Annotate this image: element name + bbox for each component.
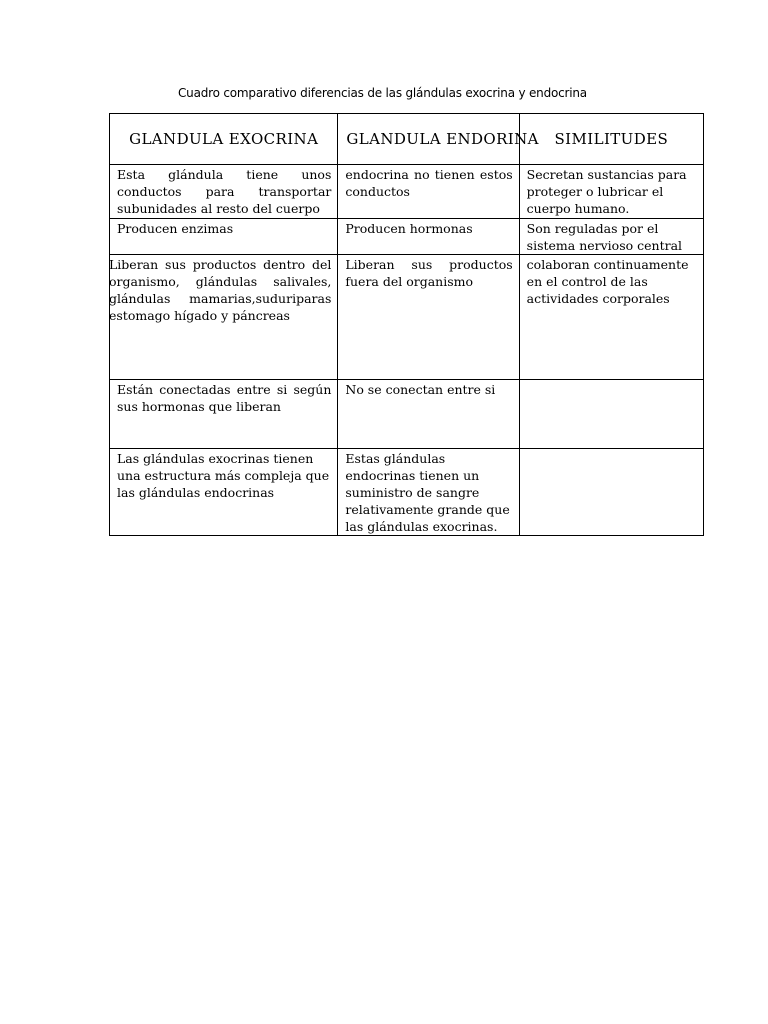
cell-endocrina: Estas glándulas endocrinas tienen un suministro de sangre relativamente grande que las glándulas exocrinas. (338, 449, 519, 536)
table-row (110, 219, 704, 255)
comparison-table (109, 113, 704, 536)
cell-endocrina: Producen hormonas (338, 219, 519, 255)
cell-exocrina: Esta glándula tiene unos conductos para transportar subunidades al resto del cuerpo (110, 165, 338, 219)
cell-endocrina: Liberan sus productos fuera del organismo (338, 255, 519, 380)
cell-similitud (519, 449, 703, 536)
cell-similitud: Secretan sustancias para proteger o lubricar el cuerpo humano. (519, 165, 703, 219)
table-row (110, 380, 704, 449)
table-header-row (110, 114, 704, 165)
cell-exocrina-text: Liberan sus productos dentro del organismo, glándulas salivales, glándulas mamarias,suduriparas estomago hígado y páncreas (109, 257, 332, 323)
table-row (110, 165, 704, 219)
table-row (110, 255, 704, 380)
header-exocrina: GLANDULA EXOCRINA (110, 114, 338, 165)
header-endocrina: GLANDULA ENDORINA (338, 114, 519, 165)
cell-exocrina: Producen enzimas (110, 219, 338, 255)
header-similitudes: SIMILITUDES (519, 114, 703, 165)
cell-exocrina: Están conectadas entre si según sus hormonas que liberan (110, 380, 338, 449)
document-title: Cuadro comparativo diferencias de las glándulas exocrina y endocrina (178, 86, 587, 100)
cell-endocrina: No se conectan entre si (338, 380, 519, 449)
cell-exocrina: Las glándulas exocrinas tienen una estructura más compleja que las glándulas endocrinas (110, 449, 338, 536)
cell-exocrina (110, 255, 338, 380)
cell-endocrina: endocrina no tienen estos conductos (338, 165, 519, 219)
cell-similitud: colaboran continuamente en el control de las actividades corporales (519, 255, 703, 380)
cell-similitud: Son reguladas por el sistema nervioso central (519, 219, 703, 255)
cell-similitud (519, 380, 703, 449)
table-row (110, 449, 704, 536)
